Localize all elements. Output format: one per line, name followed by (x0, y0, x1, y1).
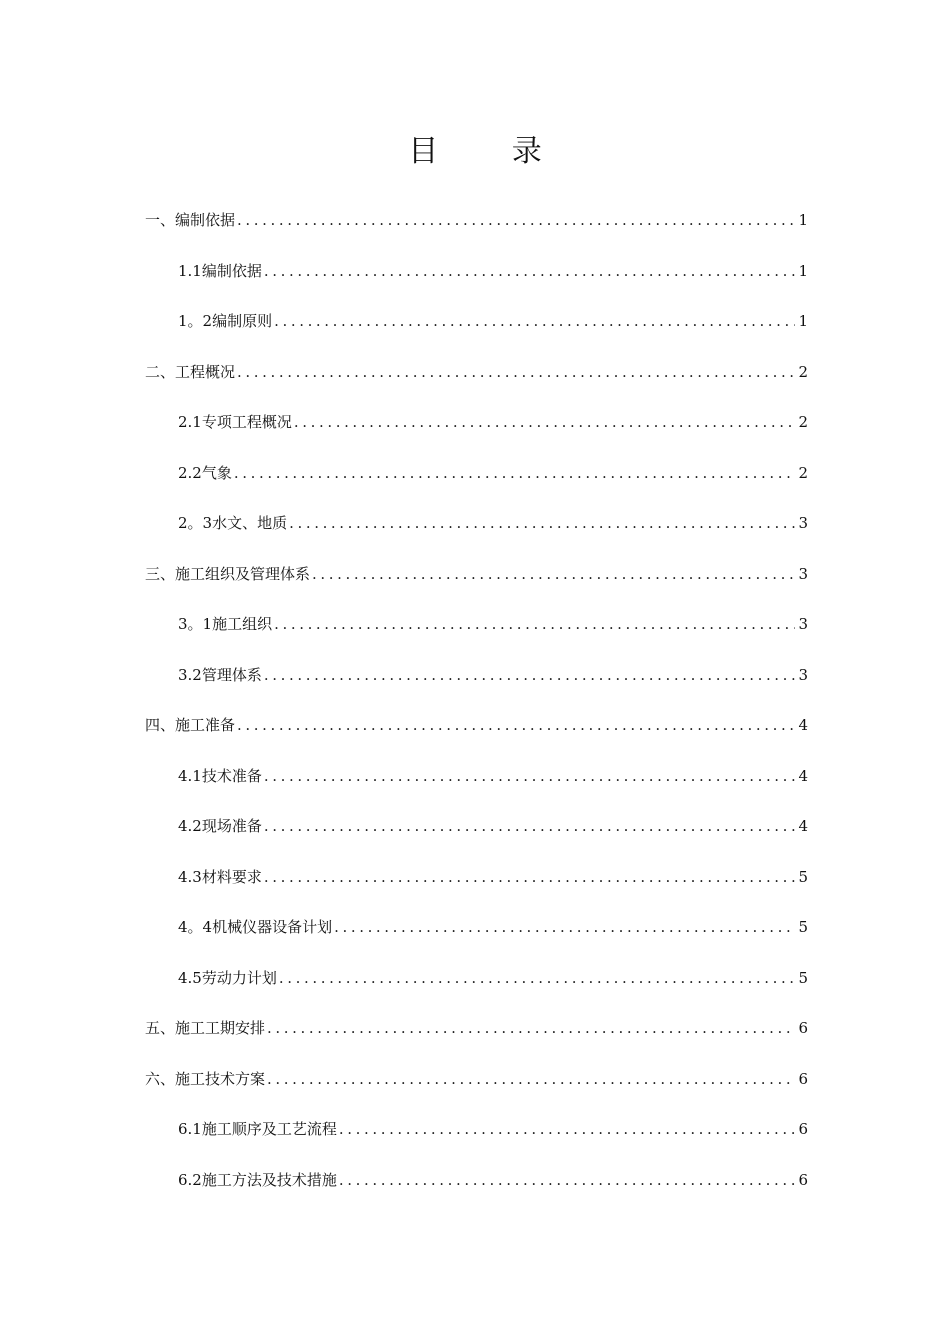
toc-dot-leader (237, 209, 795, 231)
page-title: 目 录 (408, 134, 574, 169)
toc-entry[interactable] (145, 361, 808, 412)
toc-dot-leader (264, 866, 796, 888)
toc-dot-leader (267, 1068, 795, 1090)
toc-page-number: 3 (798, 514, 808, 532)
toc-entry[interactable] (145, 714, 808, 765)
toc-dot-leader (264, 664, 796, 686)
toc-dot-leader (267, 1017, 795, 1039)
toc-entry-label: 6.2施工方法及技术措施 (178, 1170, 337, 1189)
toc-entry-label: 4.5劳动力计划 (178, 968, 277, 987)
toc-page-number: 5 (798, 918, 808, 936)
toc-dot-leader (339, 1169, 796, 1191)
toc-page-number: 5 (798, 867, 808, 886)
toc-entry[interactable] (145, 967, 808, 1018)
toc-dot-leader (294, 411, 796, 433)
toc-dot-leader (274, 310, 795, 332)
toc-dot-leader (264, 260, 796, 282)
toc-entry[interactable] (145, 866, 808, 917)
toc-entry-label: 3.2管理体系 (178, 665, 262, 684)
toc-page-number: 4 (798, 716, 808, 734)
toc-page-number: 6 (798, 1069, 808, 1088)
toc-dot-leader (334, 916, 795, 938)
toc-entry[interactable] (145, 1118, 808, 1169)
toc-dot-leader (264, 765, 796, 787)
toc-entry-label: 一、编制依据 (145, 211, 236, 229)
toc-entry[interactable] (145, 411, 808, 462)
toc-entry[interactable] (145, 815, 808, 866)
toc-entry[interactable] (145, 462, 808, 513)
toc-entry-label: 4。4机械仪器设备计划 (178, 918, 333, 936)
toc-entry-label: 三、施工组织及管理体系 (145, 564, 311, 583)
toc-entry-label: 2.1专项工程概况 (178, 413, 292, 431)
toc-entry-label: 1。2编制原则 (178, 312, 273, 330)
toc-dot-leader (339, 1118, 796, 1140)
toc-entry-label: 2.2气象 (178, 463, 232, 482)
toc-page-number: 6 (798, 1120, 808, 1138)
table-of-contents (145, 209, 808, 1219)
toc-entry-label: 六、施工技术方案 (145, 1069, 266, 1088)
toc-entry-label: 3。1施工组织 (178, 615, 273, 633)
toc-entry[interactable] (145, 916, 808, 967)
toc-page-number: 6 (798, 1170, 808, 1189)
toc-page-number: 2 (798, 413, 808, 431)
toc-entry[interactable] (145, 1017, 808, 1068)
toc-entry-label: 4.1技术准备 (178, 766, 262, 785)
toc-entry-label: 4.3材料要求 (178, 867, 262, 886)
toc-page-number: 3 (798, 615, 808, 633)
toc-entry[interactable] (145, 260, 808, 311)
toc-page-number: 2 (798, 463, 808, 482)
toc-page-number: 4 (798, 766, 808, 785)
toc-dot-leader (289, 512, 795, 534)
toc-entry-label: 2。3水文、地质 (178, 514, 288, 532)
toc-page-number: 5 (798, 968, 808, 987)
toc-page-number: 6 (798, 1019, 808, 1037)
toc-entry[interactable] (145, 310, 808, 361)
toc-page-number: 2 (798, 362, 808, 381)
toc-dot-leader (234, 462, 796, 484)
toc-entry-label: 四、施工准备 (145, 716, 236, 734)
toc-page-number: 3 (798, 665, 808, 684)
toc-dot-leader (237, 714, 795, 736)
toc-entry-label: 二、工程概况 (145, 362, 236, 381)
toc-page-number: 1 (798, 312, 808, 330)
toc-entry[interactable] (145, 1068, 808, 1119)
toc-page-number: 1 (798, 211, 808, 229)
toc-entry[interactable] (145, 664, 808, 715)
toc-entry-label: 五、施工工期安排 (145, 1019, 266, 1037)
toc-entry[interactable] (145, 765, 808, 816)
toc-dot-leader (264, 815, 796, 837)
toc-entry[interactable] (145, 512, 808, 563)
toc-dot-leader (279, 967, 796, 989)
toc-dot-leader (312, 563, 795, 585)
toc-entry[interactable] (145, 613, 808, 664)
toc-dot-leader (237, 361, 795, 383)
toc-entry-label: 6.1施工顺序及工艺流程 (178, 1120, 337, 1138)
toc-entry-label: 4.2现场准备 (178, 817, 262, 835)
toc-page-number: 1 (798, 261, 808, 280)
toc-dot-leader (274, 613, 795, 635)
toc-page-number: 4 (798, 817, 808, 835)
toc-entry[interactable] (145, 563, 808, 614)
toc-page-number: 3 (798, 564, 808, 583)
toc-entry[interactable] (145, 209, 808, 260)
toc-entry-label: 1.1编制依据 (178, 261, 262, 280)
toc-entry[interactable] (145, 1169, 808, 1220)
